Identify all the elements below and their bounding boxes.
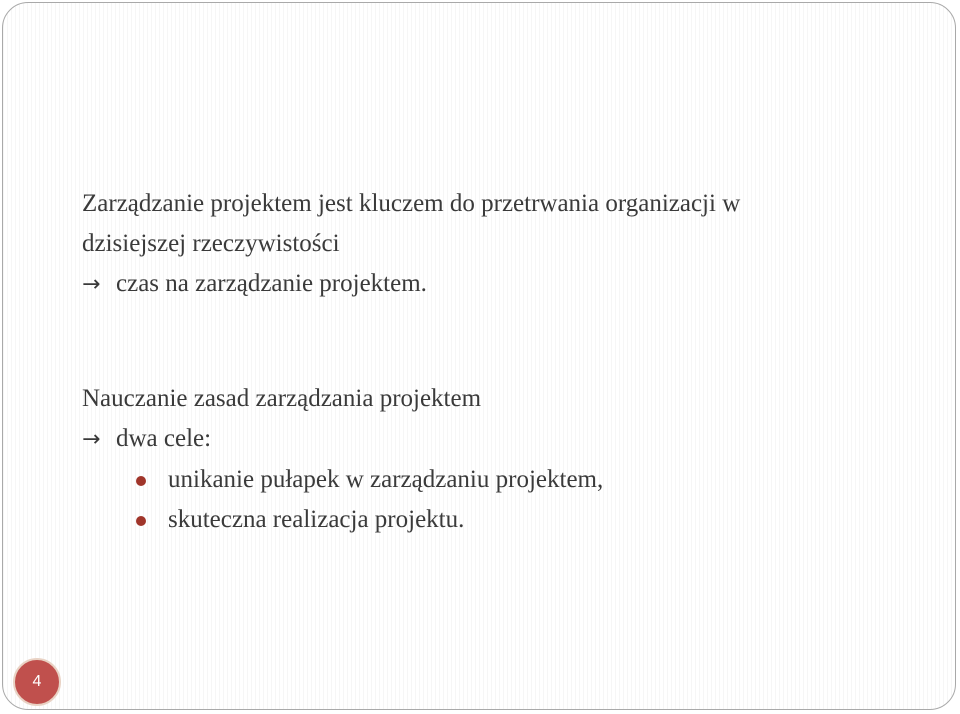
page-number-badge [13,658,61,706]
right-arrow-icon: → [82,427,101,452]
page-number: 4 [32,673,42,690]
paragraph-management-key [82,184,902,305]
bullet-dot-icon [136,476,146,486]
paragraph1-line2: dzisiejszej rzeczywistości [82,230,340,257]
bullet-dot-icon [136,516,146,526]
slide [2,2,956,710]
paragraph1-arrow-line [82,264,902,305]
list-item [82,500,902,540]
goals-list [82,460,902,540]
paragraph-teaching-goals [82,379,902,540]
list-item [82,460,902,500]
paragraph2-line2: dwa cele: [116,425,212,452]
paragraph1-line1: Zarządzanie projektem jest kluczem do przetrwania organizacji w [82,190,741,217]
paragraph1-line3: czas na zarządzanie projektem. [116,270,427,297]
bullet-text: unikanie pułapek w zarządzaniu projektem, [168,466,604,493]
right-arrow-icon: → [82,272,101,297]
paragraph2-arrow-line [82,419,902,460]
bullet-text: skuteczna realizacja projektu. [168,506,465,533]
paragraph2-line1: Nauczanie zasad zarządzania projektem [82,385,482,412]
